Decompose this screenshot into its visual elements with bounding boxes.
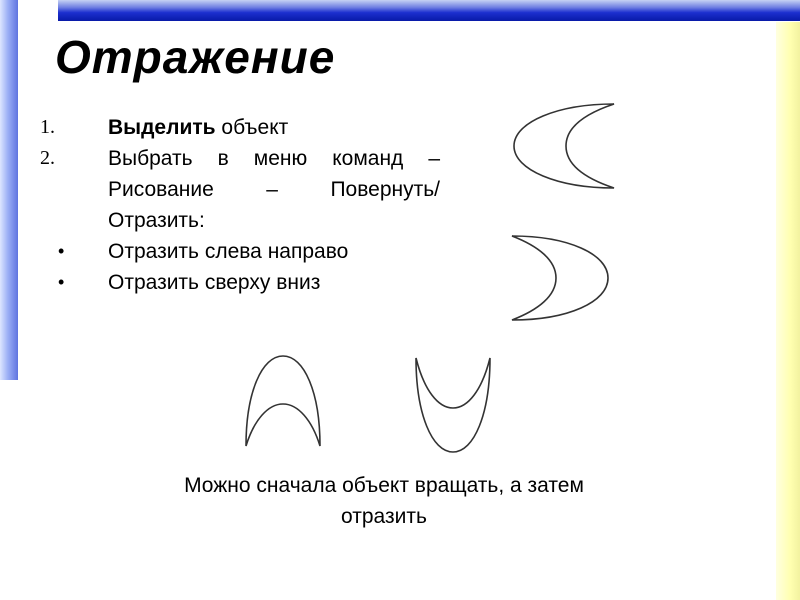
step-1-text: объект bbox=[215, 116, 289, 139]
left-decor-bar bbox=[0, 0, 18, 380]
crescent-rotated-up-shape bbox=[240, 352, 326, 450]
bullet-dot: • bbox=[58, 272, 65, 292]
step-number: 2. bbox=[40, 147, 55, 169]
bullet-text: Отразить сверху вниз bbox=[108, 271, 321, 294]
top-decor-bar bbox=[58, 0, 800, 21]
step-1-bold-text: Выделить bbox=[108, 116, 216, 139]
bullet-text: Отразить слева направо bbox=[108, 240, 349, 263]
crescent-flipped-shape bbox=[508, 232, 614, 324]
footnote-text: Можно сначала объект вращать, а затем отразить bbox=[184, 474, 584, 528]
bullet-item bbox=[40, 236, 440, 267]
step-number: 1. bbox=[40, 116, 55, 138]
crescent-original-shape bbox=[508, 100, 622, 192]
bullet-dot: • bbox=[58, 241, 65, 261]
instruction-list bbox=[40, 112, 440, 298]
step-2 bbox=[40, 143, 440, 236]
slide-title: Отражение bbox=[55, 31, 336, 83]
step-2-text: Выбрать в меню команд – Рисование – Повернуть/ Отразить: bbox=[108, 147, 440, 232]
bullet-item bbox=[40, 267, 440, 298]
crescent-rotated-down-shape bbox=[410, 354, 496, 456]
right-decor-bar bbox=[776, 22, 800, 600]
step-1 bbox=[40, 112, 440, 143]
